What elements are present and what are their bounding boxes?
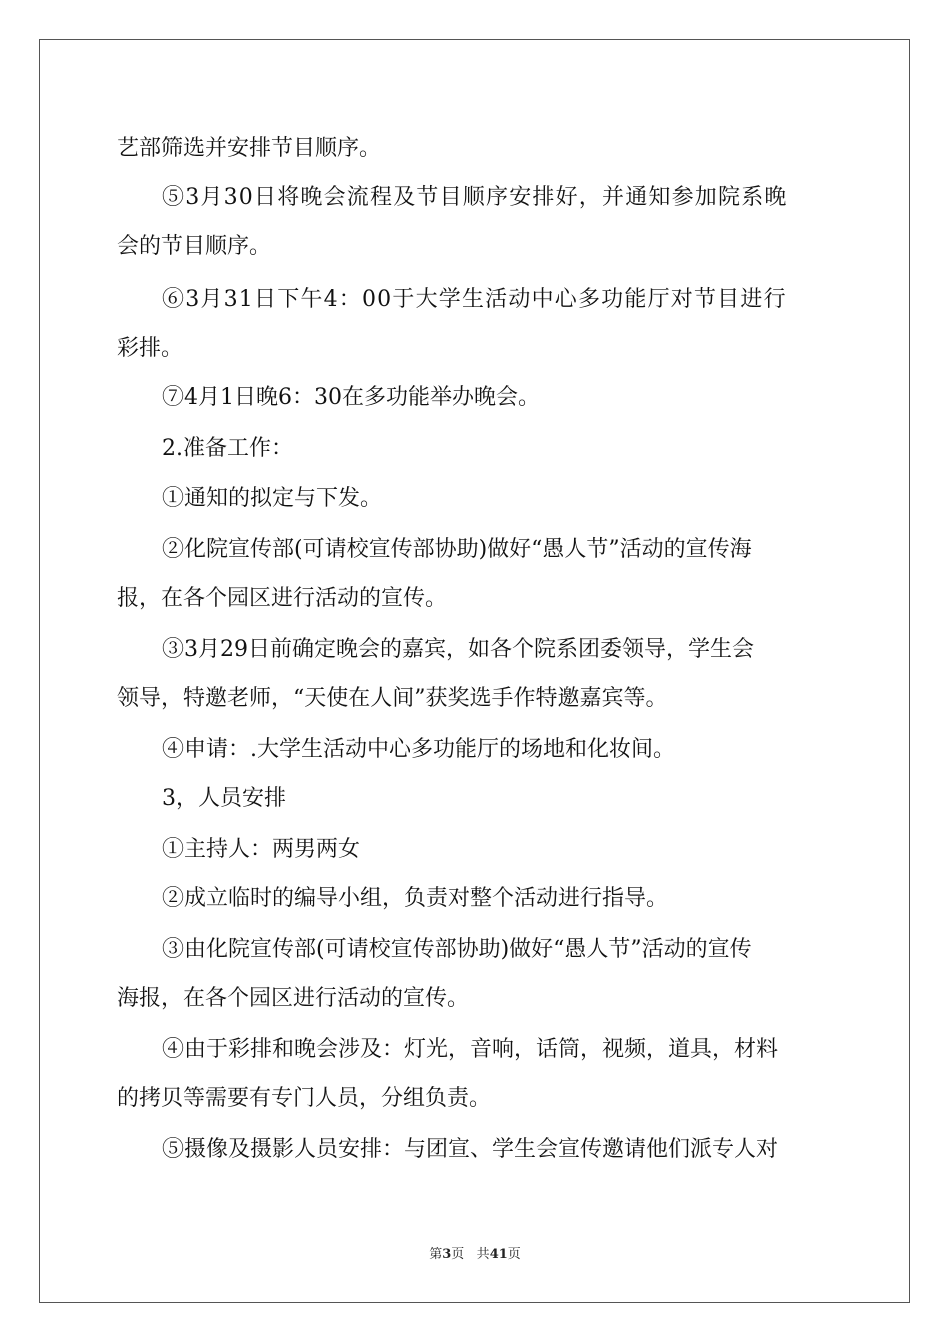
- paragraph-text: ②成立临时的编导小组，负责对整个活动进行指导。: [162, 886, 669, 911]
- paragraph-text: ⑥3月31日下午4：00于大学生活动中心多功能厅对节目进行: [162, 287, 787, 312]
- paragraph-text: ①通知的拟定与下发。: [162, 486, 383, 511]
- paragraph-text: ⑤摄像及摄影人员安排：与团宣、学生会宣传邀请他们派专人对: [162, 1137, 779, 1162]
- page-prefix: 第: [429, 1247, 443, 1262]
- paragraph-text: ④由于彩排和晚会涉及：灯光，音响，话筒，视频，道具，材料: [162, 1037, 779, 1062]
- paragraph-text: ③3月29日前确定晚会的嘉宾，如各个院系团委领导，学生会: [162, 637, 754, 662]
- paragraph-text: 海报，在各个园区进行活动的宣传。: [117, 986, 470, 1011]
- paragraph-text: ⑦4月1日晚6：30在多功能举办晚会。: [162, 385, 540, 410]
- paragraph-text: ②化院宣传部(可请校宣传部协助)做好“愚人节”活动的宣传海: [162, 537, 752, 562]
- page-number: 3: [442, 1247, 452, 1262]
- page-footer: [0, 1243, 950, 1262]
- paragraph-text: ③由化院宣传部(可请校宣传部协助)做好“愚人节”活动的宣传: [162, 937, 752, 962]
- total-suffix: 页: [507, 1247, 521, 1262]
- paragraph-text: 的拷贝等需要有专门人员，分组负责。: [117, 1086, 492, 1111]
- paragraph-text: 领导，特邀老师，“天使在人间”获奖选手作特邀嘉宾等。: [117, 686, 668, 711]
- paragraph-text: 艺部筛选并安排节目顺序。: [117, 136, 382, 161]
- paragraph-text: 会的节目顺序。: [117, 234, 272, 259]
- total-pages: 41: [489, 1247, 508, 1262]
- paragraph-text: ④申请：.大学生活动中心多功能厅的场地和化妆间。: [162, 737, 675, 762]
- paragraph-text: ⑤3月30日将晚会流程及节目顺序安排好，并通知参加院系晚: [162, 185, 788, 210]
- paragraph-text: ①主持人：两男两女: [162, 837, 361, 862]
- section-heading: 2.准备工作：: [162, 436, 293, 461]
- paragraph-text: 报，在各个园区进行活动的宣传。: [117, 586, 448, 611]
- page-suffix: 页: [451, 1247, 465, 1262]
- paragraph-text: 彩排。: [117, 336, 184, 361]
- section-heading: 3，人员安排: [162, 786, 286, 811]
- total-prefix: 共: [476, 1247, 490, 1262]
